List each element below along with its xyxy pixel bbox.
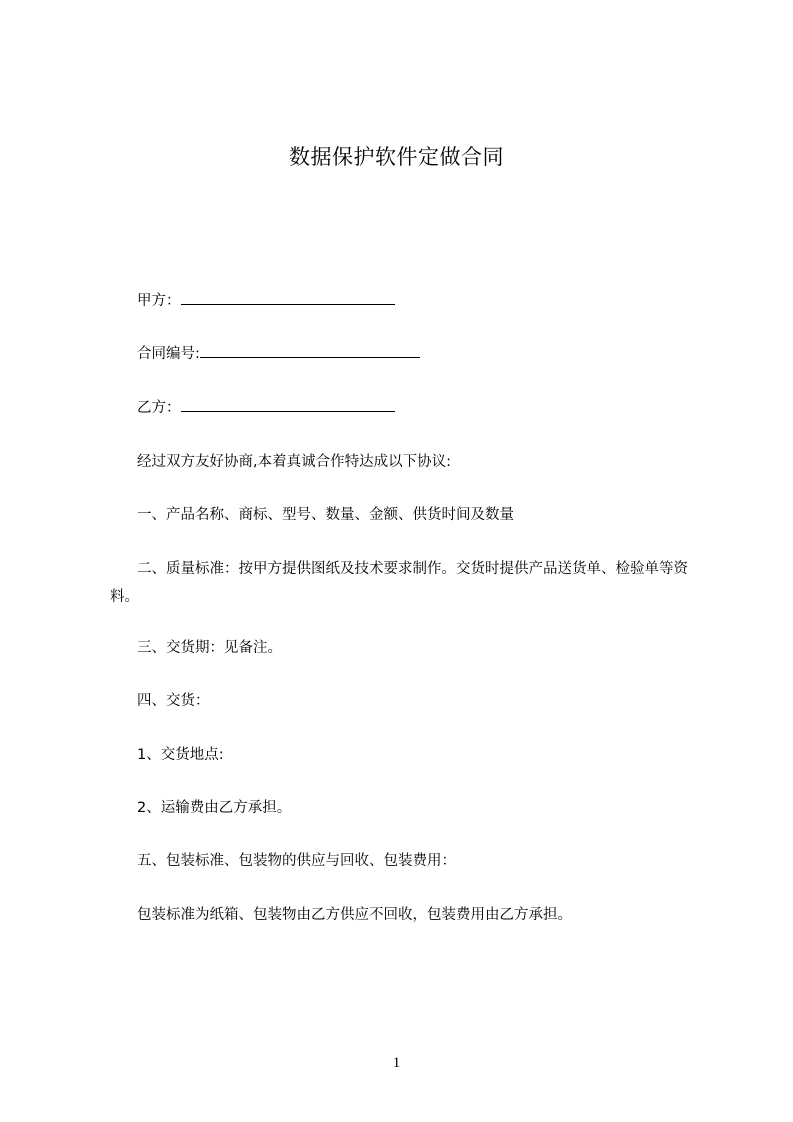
contract-number-blank	[200, 345, 420, 358]
clause-1: 一、产品名称、商标、型号、数量、金额、供货时间及数量	[137, 507, 514, 523]
clause-4-item-1: 1、交货地点:	[137, 747, 224, 763]
contract-number-line	[137, 344, 420, 364]
party-b-label: 乙方：	[137, 400, 181, 416]
party-a-blank	[181, 292, 395, 305]
contract-number-label: 合同编号:	[137, 346, 200, 362]
party-a-label: 甲方：	[137, 293, 181, 309]
clause-4-item-2: 2、运输费由乙方承担。	[137, 800, 292, 816]
party-b-line	[137, 398, 395, 418]
clause-4: 四、交货：	[137, 693, 210, 709]
clause-2: 二、质量标准：按甲方提供图纸及技术要求制作。交货时提供产品送货单、检验单等资料。	[110, 561, 688, 605]
intro-paragraph: 经过双方友好协商,本着真诚合作特达成以下协议:	[137, 454, 451, 470]
party-a-line	[137, 291, 395, 311]
document-title: 数据保护软件定做合同	[289, 145, 504, 169]
party-b-blank	[181, 399, 395, 412]
clause-3: 三、交货期：见备注。	[137, 640, 282, 656]
clause-5: 五、包装标准、包装物的供应与回收、包装费用：	[137, 853, 456, 869]
page-number: 1	[392, 1055, 401, 1071]
clause-5-body: 包装标准为纸箱、包装物由乙方供应不回收，包装费用由乙方承担。	[137, 907, 572, 923]
